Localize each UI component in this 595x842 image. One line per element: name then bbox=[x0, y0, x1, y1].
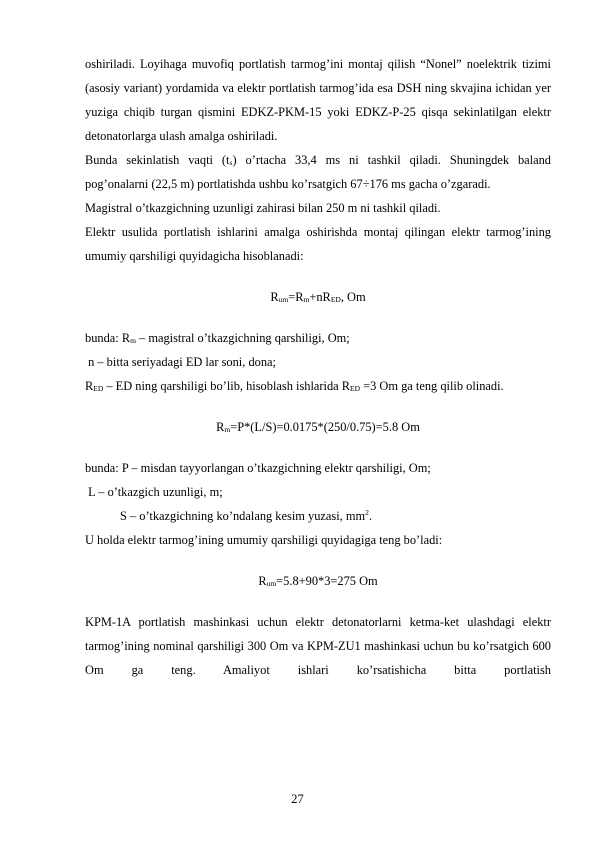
definition-red bbox=[85, 374, 551, 398]
formula3-r: R bbox=[258, 574, 267, 588]
spacer bbox=[85, 398, 551, 415]
formula1-sub-m: m bbox=[303, 295, 310, 304]
paragraph-kpm: KPM-1A portlatish mashinkasi uchun elektr detonatorlarni ketma-ket ulashdagi elektr tarmog’ining nominal qarshiligi 300 Om va KPM-ZU1 mashinkasi uchun bu ko’rsatgich 600 Om ga teng. Amaliyot ishlari ko’rsatishicha bitta portlatish bbox=[85, 615, 551, 677]
page-body bbox=[85, 52, 551, 682]
paragraph-electric-method: Elektr usulida portlatish ishlarini amalga oshirishda montaj qilingan elektr tarmog’ining umumiy qarshiligi quyidagicha hisoblanadi: bbox=[85, 225, 551, 263]
spacer bbox=[85, 552, 551, 569]
def-rm-pre: bunda: R bbox=[85, 331, 131, 345]
spacer bbox=[85, 593, 551, 610]
formula3-rest: =5.8+90*3=275 Om bbox=[276, 574, 378, 588]
def-red-b: – ED ning qarshiligi bo’lib, hisoblash ishlarida R bbox=[103, 379, 351, 393]
spacer bbox=[85, 439, 551, 456]
formula1-sub-ed: ED bbox=[330, 295, 341, 304]
def-rm-post: – magistral o’tkazgichning qarshiligi, Om; bbox=[135, 331, 350, 345]
paragraph-delay-text-a: Bunda sekinlatish vaqti (t bbox=[85, 153, 230, 167]
formula2-r: R bbox=[216, 420, 225, 434]
definition-p: bunda: P – misdan tayyorlangan o’tkazgichning elektr qarshiligi, Om; bbox=[85, 461, 431, 475]
def-rm-sub: m bbox=[130, 336, 136, 345]
spacer bbox=[85, 268, 551, 285]
formula1-plus: +nR bbox=[309, 290, 331, 304]
formula-main-wire-resistance bbox=[85, 415, 551, 439]
def-s-pre: S – o’tkazgichning ko’ndalang kesim yuzasi, mm bbox=[120, 509, 366, 523]
paragraph-total-intro: U holda elektr tarmog’ining umumiy qarshiligi quyidagiga teng bo’ladi: bbox=[85, 533, 443, 547]
formula3-sub: um bbox=[266, 579, 277, 588]
def-red-sub1: ED bbox=[93, 384, 104, 393]
formula2-sub: m bbox=[224, 425, 231, 434]
def-red-a: R bbox=[85, 379, 94, 393]
formula1-r: R bbox=[270, 290, 279, 304]
def-red-sub2: ED bbox=[350, 384, 361, 393]
spacer bbox=[85, 309, 551, 326]
paragraph-delay-time bbox=[85, 148, 551, 196]
formula1-sub-um: um bbox=[278, 295, 289, 304]
def-s-sup: 2 bbox=[365, 508, 369, 517]
formula1-eq: =R bbox=[288, 290, 304, 304]
def-s-post: . bbox=[368, 509, 372, 523]
formula1-unit: , Om bbox=[340, 290, 366, 304]
paragraph-intro: oshiriladi. Loyihaga muvofiq portlatish tarmog’ini montaj qilish “Nonel” noelektrik tizimi (asosiy variant) yordamida va elektr portlatish tarmog’ida esa DSH ning skvajina ichidan yer yuziga chiqib turgan qismini EDKZ-PKM-15 yoki EDKZ-P-25 qisqa sekinlatilgan elektr detonatorlarga ulash amalga oshiriladi. bbox=[85, 57, 551, 143]
formula2-rest: =P*(L/S)=0.0175*(250/0.75)=5.8 Om bbox=[230, 420, 420, 434]
def-red-c: =3 Om ga teng qilib olinadi. bbox=[360, 379, 504, 393]
formula-total-value bbox=[85, 569, 551, 593]
page-number: 27 bbox=[291, 792, 304, 806]
definition-rm bbox=[85, 326, 551, 350]
delay-subscript: s bbox=[229, 158, 233, 167]
paragraph-wire-length: Magistral o’tkazgichning uzunligi zahirasi bilan 250 m ni tashkil qiladi. bbox=[85, 201, 441, 215]
paragraph-delay-text-b: ) o’rtacha 33,4 ms ni tashkil qiladi. Shuningdek baland pog’onalarni (22,5 m) portlatishda ushbu ko’rsatgich 67÷176 ms gacha o’zgaradi. bbox=[85, 153, 551, 191]
formula-total-resistance bbox=[85, 285, 551, 309]
definition-s bbox=[85, 504, 551, 528]
definition-n: n – bitta seriyadagi ED lar soni, dona; bbox=[85, 355, 276, 369]
definition-l: L – o’tkazgich uzunligi, m; bbox=[85, 485, 223, 499]
